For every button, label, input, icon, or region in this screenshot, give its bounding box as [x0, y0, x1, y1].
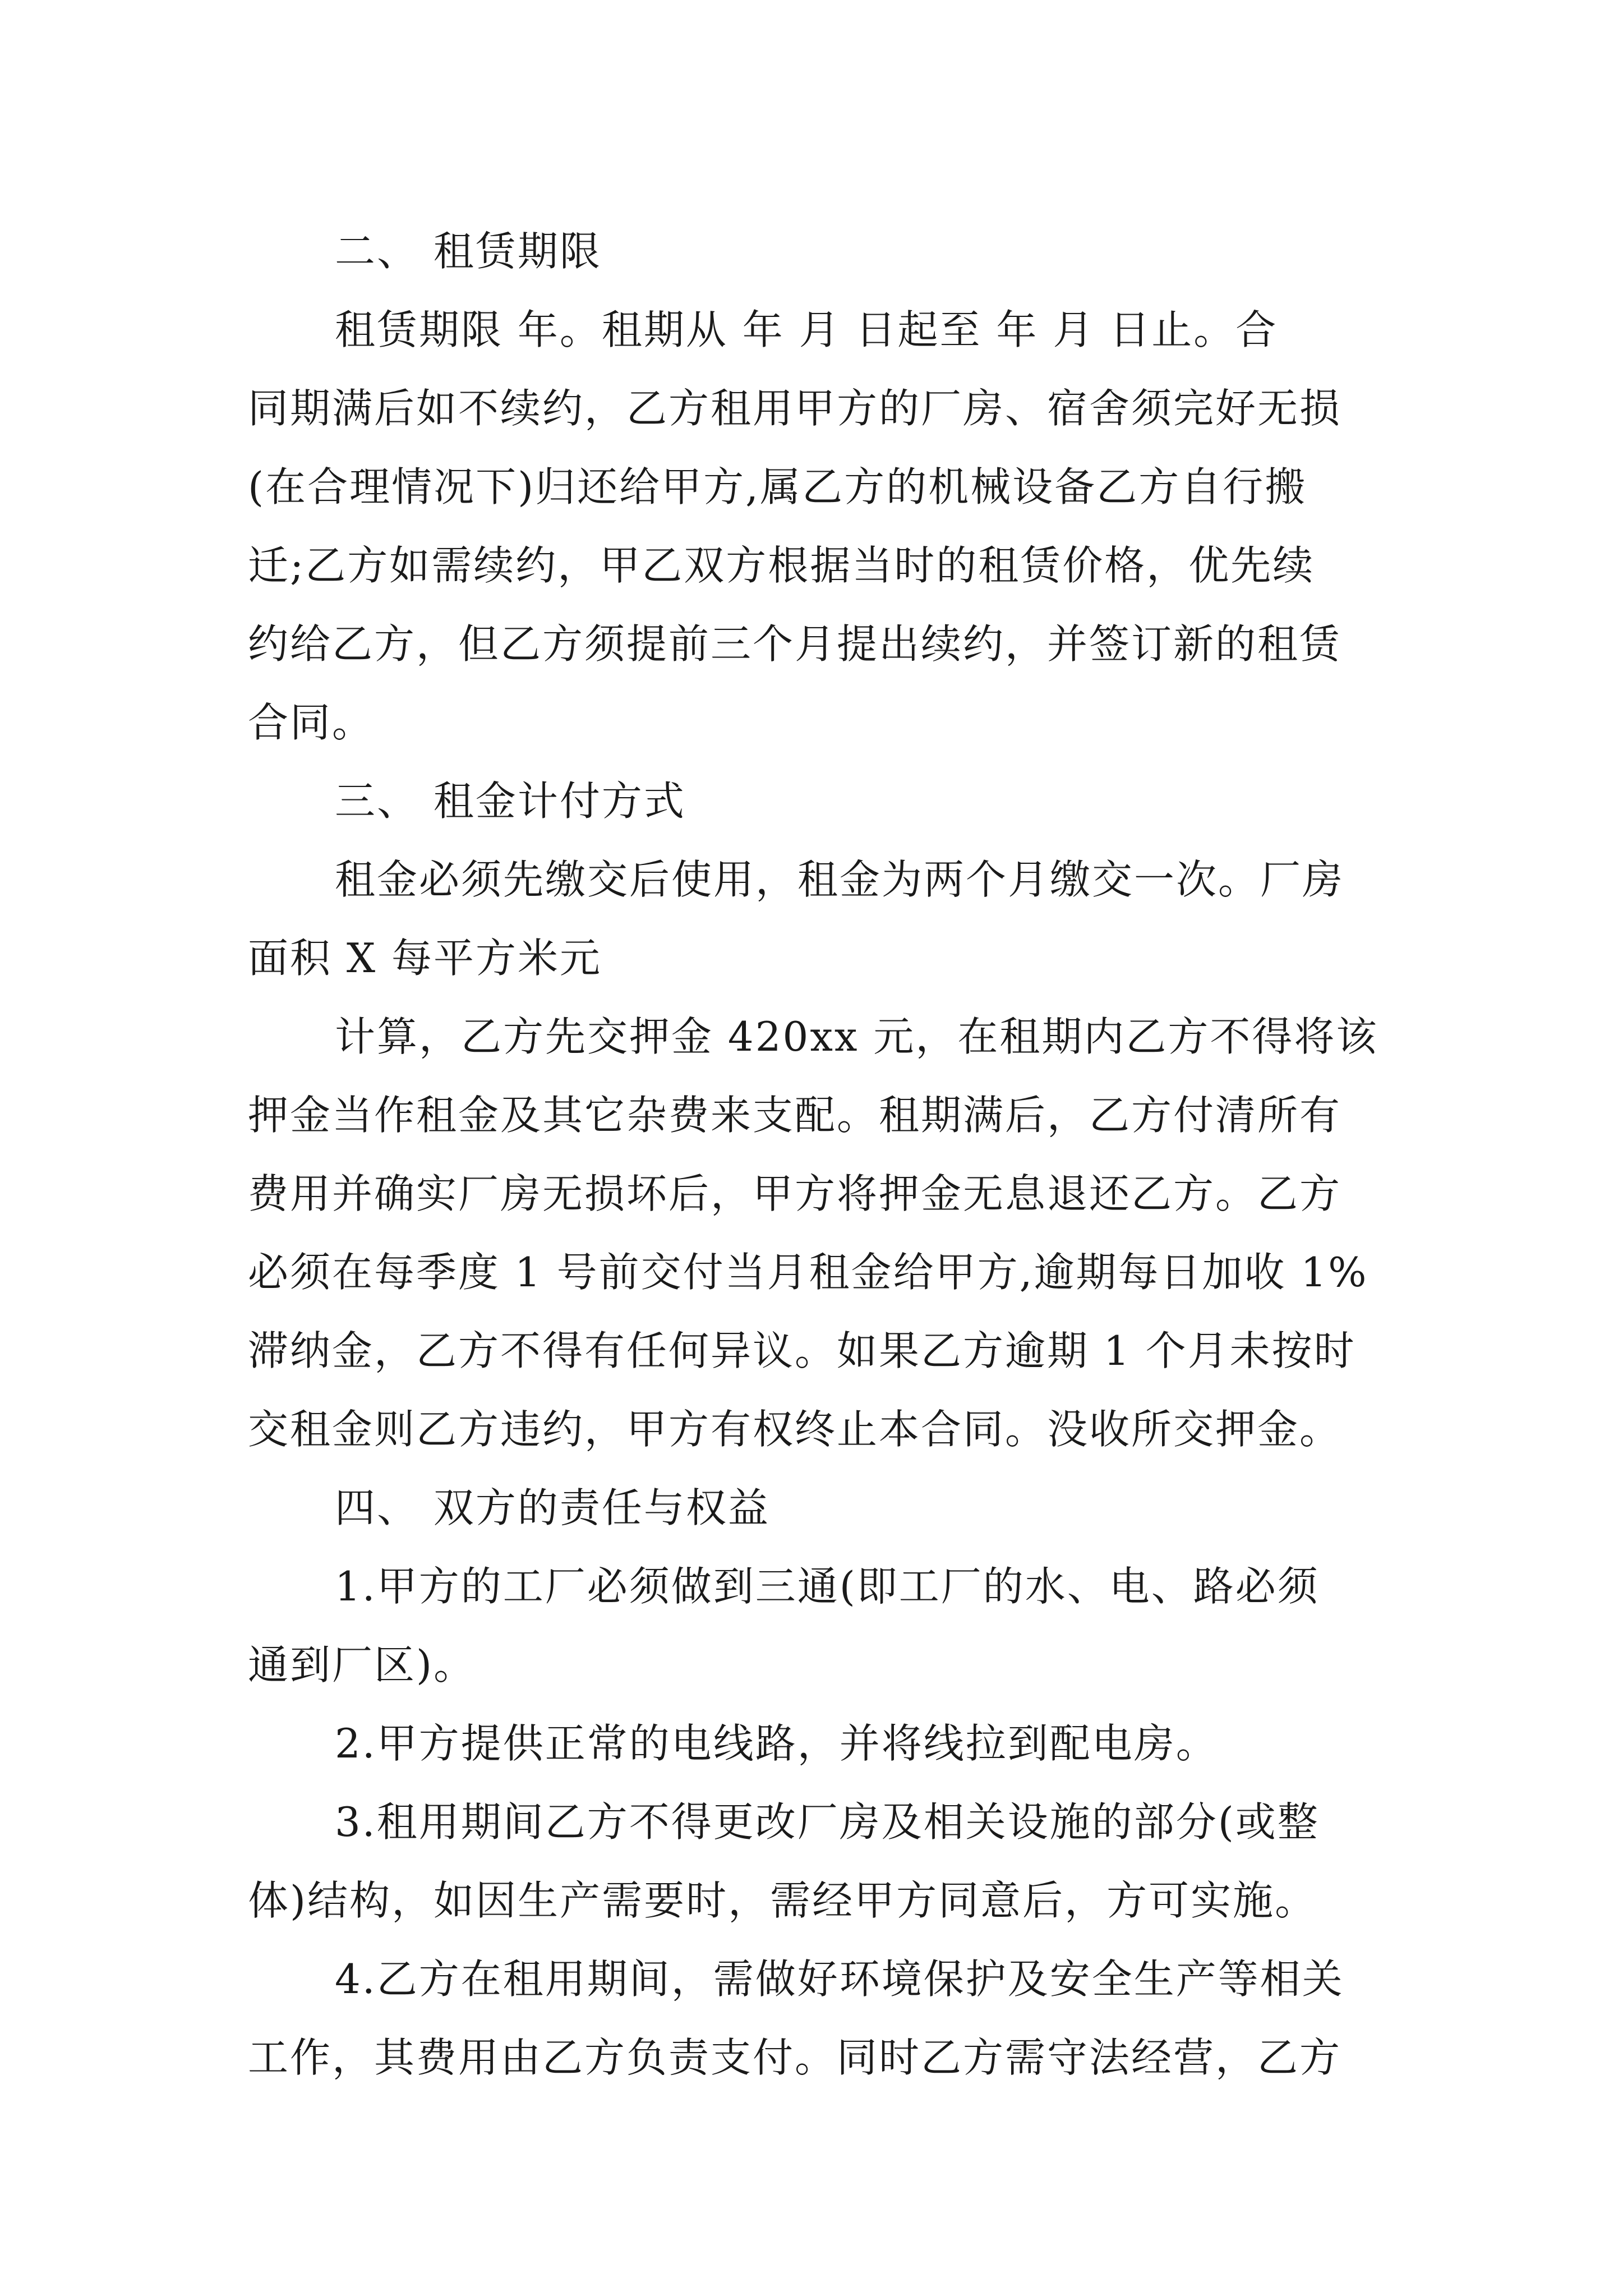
paragraph-line: 面积 X 每平方米元: [248, 935, 602, 982]
paragraph-line: (在合理情况下)归还给甲方,属乙方的机械设备乙方自行搬: [248, 463, 1307, 510]
list-item-4: 4.乙方在租用期间，需做好环境保护及安全生产等相关: [335, 1955, 1344, 2003]
paragraph-line: 租金必须先缴交后使用，租金为两个月缴交一次。厂房: [335, 856, 1345, 903]
paragraph-line: 交租金则乙方违约，甲方有权终止本合同。没收所交押金。: [248, 1406, 1342, 1453]
list-item-2: 2.甲方提供正常的电线路，并将线拉到配电房。: [335, 1720, 1218, 1767]
paragraph-line: 费用并确实厂房无损坏后，甲方将押金无息退还乙方。乙方: [248, 1170, 1342, 1217]
paragraph-line: 约给乙方，但乙方须提前三个月提出续约，并签订新的租赁: [248, 620, 1342, 668]
section-heading-rent-payment: 三、 租金计付方式: [335, 777, 686, 825]
paragraph-line: 迁;乙方如需续约，甲乙双方根据当时的租赁价格，优先续: [248, 542, 1315, 589]
paragraph-line: 通到厂区)。: [248, 1641, 476, 1688]
paragraph-line: 工作，其费用由乙方负责支付。同时乙方需守法经营，乙方: [248, 2034, 1342, 2081]
paragraph-line: 租赁期限 年。租期从 年 月 日起至 年 月 日止。合: [335, 306, 1278, 353]
paragraph-line: 同期满后如不续约，乙方租用甲方的厂房、宿舍须完好无损: [248, 385, 1342, 432]
paragraph-line: 必须在每季度 1 号前交付当月租金给甲方,逾期每日加收 1%: [248, 1249, 1368, 1296]
list-item-3: 3.租用期间乙方不得更改厂房及相关设施的部分(或整: [335, 1798, 1320, 1846]
paragraph-line: 押金当作租金及其它杂费来支配。租期满后，乙方付清所有: [248, 1092, 1342, 1139]
paragraph-line: 滞纳金，乙方不得有任何异议。如果乙方逾期 1 个月未按时: [248, 1327, 1356, 1374]
list-item-1: 1.甲方的工厂必须做到三通(即工厂的水、电、路必须: [335, 1563, 1320, 1610]
paragraph-line: 体)结构，如因生产需要时，需经甲方同意后，方可实施。: [248, 1877, 1317, 1924]
paragraph-line: 计算，乙方先交押金 420xx 元，在租期内乙方不得将该: [335, 1013, 1378, 1060]
document-body: [248, 212, 1392, 2097]
paragraph-line: 合同。: [248, 699, 375, 746]
section-heading-responsibilities: 四、 双方的责任与权益: [335, 1484, 770, 1531]
section-heading-lease-term: 二、 租赁期限: [335, 228, 602, 275]
